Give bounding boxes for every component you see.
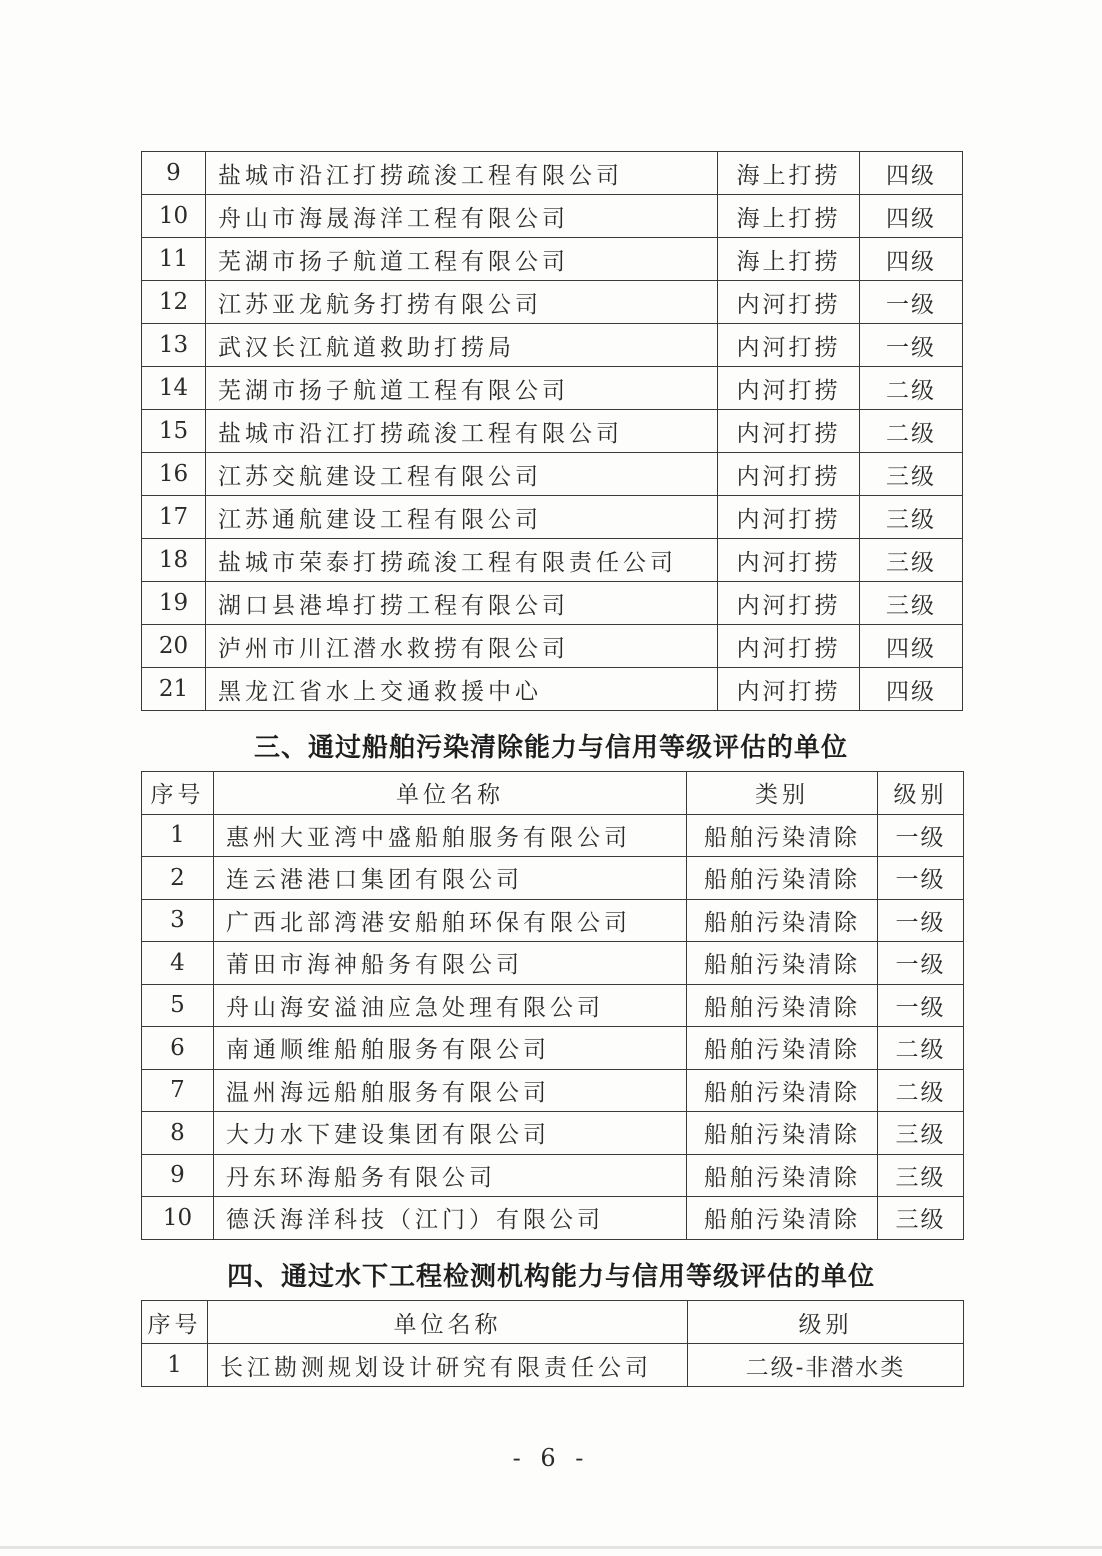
cell-serial-number: 12: [142, 281, 206, 324]
table-row: [142, 152, 963, 195]
cell-serial-number: 1: [142, 814, 214, 857]
table-row: [142, 1112, 964, 1155]
cell-serial-number: 5: [142, 984, 214, 1027]
cell-category: 船舶污染清除: [687, 1112, 878, 1155]
cell-level: 一级: [878, 942, 964, 985]
cell-level: 一级: [878, 984, 964, 1027]
cell-unit-name: 盐城市荣泰打捞疏浚工程有限责任公司: [206, 539, 718, 582]
cell-level: 二级: [860, 410, 963, 453]
cell-level: 四级: [860, 668, 963, 711]
cell-category: 船舶污染清除: [687, 899, 878, 942]
cell-unit-name: 丹东环海船务有限公司: [214, 1154, 687, 1197]
cell-serial-number: 10: [142, 1197, 214, 1240]
cell-serial-number: 9: [142, 152, 206, 195]
table-row: [142, 814, 964, 857]
page-number: - 6 -: [512, 1444, 590, 1472]
salvage-units-table-body: [142, 152, 963, 711]
cell-category: 船舶污染清除: [687, 1027, 878, 1070]
table-row: [142, 539, 963, 582]
header-serial-number: 序号: [142, 772, 214, 815]
table-row: [142, 1344, 964, 1387]
cell-level: 二级: [878, 1027, 964, 1070]
pollution-cleanup-units-table: [141, 771, 964, 1240]
header-category: 类别: [687, 772, 878, 815]
table-row: [142, 1197, 964, 1240]
table-row: [142, 324, 963, 367]
cell-unit-name: 莆田市海神船务有限公司: [214, 942, 687, 985]
cell-category: 船舶污染清除: [687, 1197, 878, 1240]
cell-category: 海上打捞: [718, 238, 860, 281]
cell-serial-number: 16: [142, 453, 206, 496]
cell-unit-name: 芜湖市扬子航道工程有限公司: [206, 238, 718, 281]
section-3-heading: 三、通过船舶污染清除能力与信用等级评估的单位: [253, 733, 848, 763]
scan-edge-divider: [0, 1546, 1102, 1549]
header-unit-name: 单位名称: [214, 772, 687, 815]
cell-level: 三级: [860, 582, 963, 625]
cell-level: 二级-非潜水类: [688, 1344, 964, 1387]
cell-serial-number: 9: [142, 1154, 214, 1197]
cell-category: 船舶污染清除: [687, 814, 878, 857]
cell-serial-number: 7: [142, 1069, 214, 1112]
cell-category: 海上打捞: [718, 195, 860, 238]
cell-serial-number: 11: [142, 238, 206, 281]
table-header-row: [142, 1301, 964, 1344]
cell-serial-number: 18: [142, 539, 206, 582]
cell-level: 一级: [878, 899, 964, 942]
header-serial-number: 序号: [142, 1301, 208, 1344]
table-row: [142, 668, 963, 711]
cell-serial-number: 2: [142, 857, 214, 900]
table-row: [142, 453, 963, 496]
cell-unit-name: 舟山海安溢油应急处理有限公司: [214, 984, 687, 1027]
salvage-units-table: [141, 151, 963, 711]
header-level: 级别: [688, 1301, 964, 1344]
cell-category: 船舶污染清除: [687, 942, 878, 985]
cell-unit-name: 芜湖市扬子航道工程有限公司: [206, 367, 718, 410]
table-row: [142, 1069, 964, 1112]
cell-level: 三级: [860, 453, 963, 496]
cell-level: 四级: [860, 625, 963, 668]
table-header-row: [142, 772, 964, 815]
underwater-inspection-units-table: [141, 1300, 964, 1387]
cell-category: 海上打捞: [718, 152, 860, 195]
cell-category: 内河打捞: [718, 324, 860, 367]
header-level: 级别: [878, 772, 964, 815]
cell-category: 内河打捞: [718, 281, 860, 324]
cell-category: 内河打捞: [718, 410, 860, 453]
cell-serial-number: 21: [142, 668, 206, 711]
cell-level: 四级: [860, 152, 963, 195]
table-row: [142, 367, 963, 410]
cell-level: 三级: [860, 539, 963, 582]
cell-level: 二级: [860, 367, 963, 410]
table-row: [142, 281, 963, 324]
cell-level: 三级: [860, 496, 963, 539]
section-4-heading: 四、通过水下工程检测机构能力与信用等级评估的单位: [226, 1262, 875, 1292]
cell-serial-number: 10: [142, 195, 206, 238]
cell-unit-name: 惠州大亚湾中盛船舶服务有限公司: [214, 814, 687, 857]
cell-level: 四级: [860, 238, 963, 281]
cell-level: 一级: [860, 281, 963, 324]
cell-unit-name: 盐城市沿江打捞疏浚工程有限公司: [206, 410, 718, 453]
cell-serial-number: 8: [142, 1112, 214, 1155]
cell-unit-name: 舟山市海晟海洋工程有限公司: [206, 195, 718, 238]
table-row: [142, 410, 963, 453]
cell-category: 船舶污染清除: [687, 1069, 878, 1112]
cell-level: 一级: [878, 814, 964, 857]
pollution-cleanup-units-table-body: [142, 814, 964, 1239]
cell-unit-name: 德沃海洋科技（江门）有限公司: [214, 1197, 687, 1240]
cell-unit-name: 温州海远船舶服务有限公司: [214, 1069, 687, 1112]
table-row: [142, 857, 964, 900]
cell-serial-number: 6: [142, 1027, 214, 1070]
table-row: [142, 1027, 964, 1070]
cell-category: 内河打捞: [718, 668, 860, 711]
table-row: [142, 496, 963, 539]
cell-level: 三级: [878, 1154, 964, 1197]
header-unit-name: 单位名称: [208, 1301, 688, 1344]
cell-unit-name: 武汉长江航道救助打捞局: [206, 324, 718, 367]
cell-unit-name: 长江勘测规划设计研究有限责任公司: [208, 1344, 688, 1387]
cell-level: 三级: [878, 1112, 964, 1155]
cell-level: 三级: [878, 1197, 964, 1240]
cell-serial-number: 3: [142, 899, 214, 942]
cell-unit-name: 泸州市川江潜水救捞有限公司: [206, 625, 718, 668]
table-row: [142, 899, 964, 942]
cell-category: 内河打捞: [718, 367, 860, 410]
cell-category: 内河打捞: [718, 453, 860, 496]
cell-level: 二级: [878, 1069, 964, 1112]
cell-category: 船舶污染清除: [687, 984, 878, 1027]
cell-serial-number: 14: [142, 367, 206, 410]
cell-category: 船舶污染清除: [687, 1154, 878, 1197]
cell-category: 船舶污染清除: [687, 857, 878, 900]
cell-level: 一级: [878, 857, 964, 900]
cell-unit-name: 江苏交航建设工程有限公司: [206, 453, 718, 496]
cell-unit-name: 江苏亚龙航务打捞有限公司: [206, 281, 718, 324]
cell-category: 内河打捞: [718, 582, 860, 625]
cell-serial-number: 17: [142, 496, 206, 539]
cell-unit-name: 连云港港口集团有限公司: [214, 857, 687, 900]
cell-unit-name: 黑龙江省水上交通救援中心: [206, 668, 718, 711]
cell-serial-number: 13: [142, 324, 206, 367]
cell-serial-number: 19: [142, 582, 206, 625]
cell-unit-name: 南通顺维船舶服务有限公司: [214, 1027, 687, 1070]
cell-serial-number: 1: [142, 1344, 208, 1387]
cell-unit-name: 江苏通航建设工程有限公司: [206, 496, 718, 539]
table-row: [142, 195, 963, 238]
cell-serial-number: 4: [142, 942, 214, 985]
cell-unit-name: 大力水下建设集团有限公司: [214, 1112, 687, 1155]
cell-level: 四级: [860, 195, 963, 238]
cell-serial-number: 15: [142, 410, 206, 453]
table-row: [142, 1154, 964, 1197]
cell-unit-name: 盐城市沿江打捞疏浚工程有限公司: [206, 152, 718, 195]
cell-unit-name: 广西北部湾港安船舶环保有限公司: [214, 899, 687, 942]
table-row: [142, 582, 963, 625]
table-row: [142, 984, 964, 1027]
cell-category: 内河打捞: [718, 539, 860, 582]
cell-level: 一级: [860, 324, 963, 367]
table-row: [142, 625, 963, 668]
cell-serial-number: 20: [142, 625, 206, 668]
table-row: [142, 238, 963, 281]
cell-category: 内河打捞: [718, 496, 860, 539]
cell-category: 内河打捞: [718, 625, 860, 668]
underwater-inspection-units-table-body: [142, 1344, 964, 1387]
table-row: [142, 942, 964, 985]
cell-unit-name: 湖口县港埠打捞工程有限公司: [206, 582, 718, 625]
